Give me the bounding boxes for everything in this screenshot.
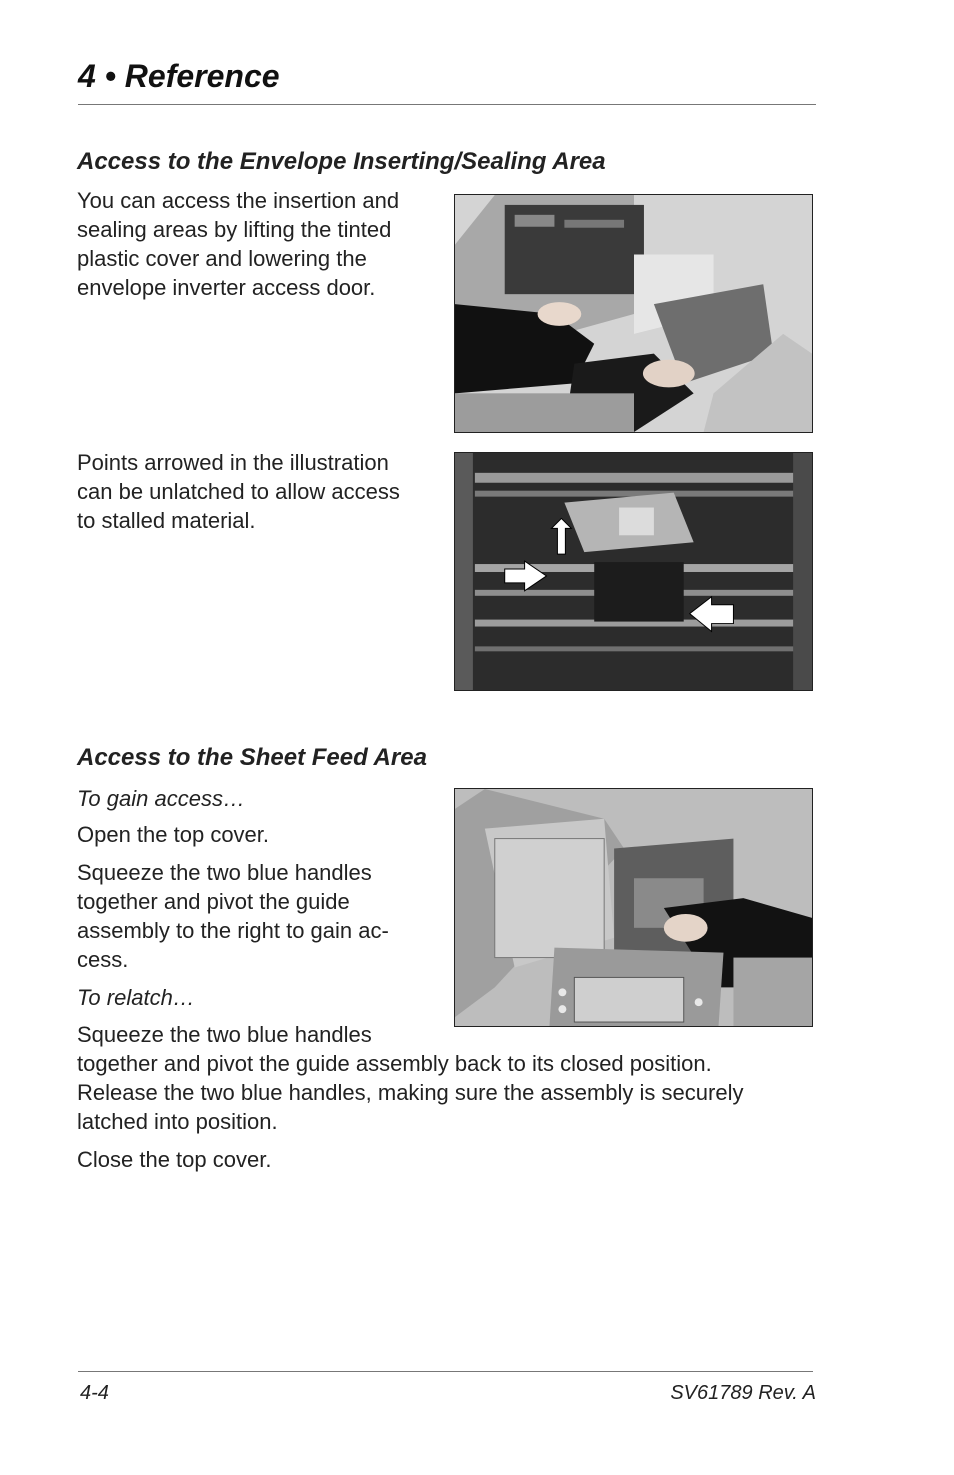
text-line: Points arrowed in the illustration [77,450,389,475]
text-line: assembly to the right to gain ac- [77,918,389,943]
text-line: Release the two blue handles, making sure the assembly is securely [77,1080,744,1105]
photo-unlatch-points [454,452,813,691]
photo-sheet-feed-illustration [455,789,812,1026]
text-line: envelope inverter access door. [77,275,376,300]
text-line: plastic cover and lowering the [77,246,367,271]
document-reference: SV61789 Rev. A [670,1382,816,1404]
step-close-cover: Close the top cover. [77,1147,272,1172]
envelope-access-text [77,186,399,302]
footer-rule [78,1371,813,1372]
step-relatch-handles [77,1020,743,1136]
text-line: You can access the insertion and [77,188,400,213]
chapter-title: 4 • Reference [78,58,280,94]
step-squeeze-handles [77,858,389,974]
text-line: latched into position. [77,1109,278,1134]
step-open-cover: Open the top cover. [77,822,270,847]
section-heading-envelope: Access to the Envelope Inserting/Sealing Area [77,148,606,175]
text-line: can be unlatched to allow access [77,479,400,504]
text-line: together and pivot the guide assembly back to its closed position. [77,1051,712,1076]
page-number: 4-4 [80,1382,109,1404]
photo-unlatch-illustration [455,453,812,690]
section-heading-sheet-feed: Access to the Sheet Feed Area [77,744,427,771]
gain-access-label: To gain access… [77,786,245,811]
text-line: Squeeze the two blue handles [77,860,372,885]
text-line: together and pivot the guide [77,889,350,914]
relatch-label: To relatch… [77,985,195,1010]
text-line: to stalled material. [77,508,256,533]
text-line: sealing areas by lifting the tinted [77,217,392,242]
photo-sheet-feed [454,788,813,1027]
text-line: Squeeze the two blue handles [77,1022,372,1047]
photo-envelope-area [454,194,813,433]
text-line: cess. [77,947,129,972]
photo-envelope-illustration [455,195,812,432]
header-rule [78,104,816,105]
unlatch-points-text [77,448,400,535]
